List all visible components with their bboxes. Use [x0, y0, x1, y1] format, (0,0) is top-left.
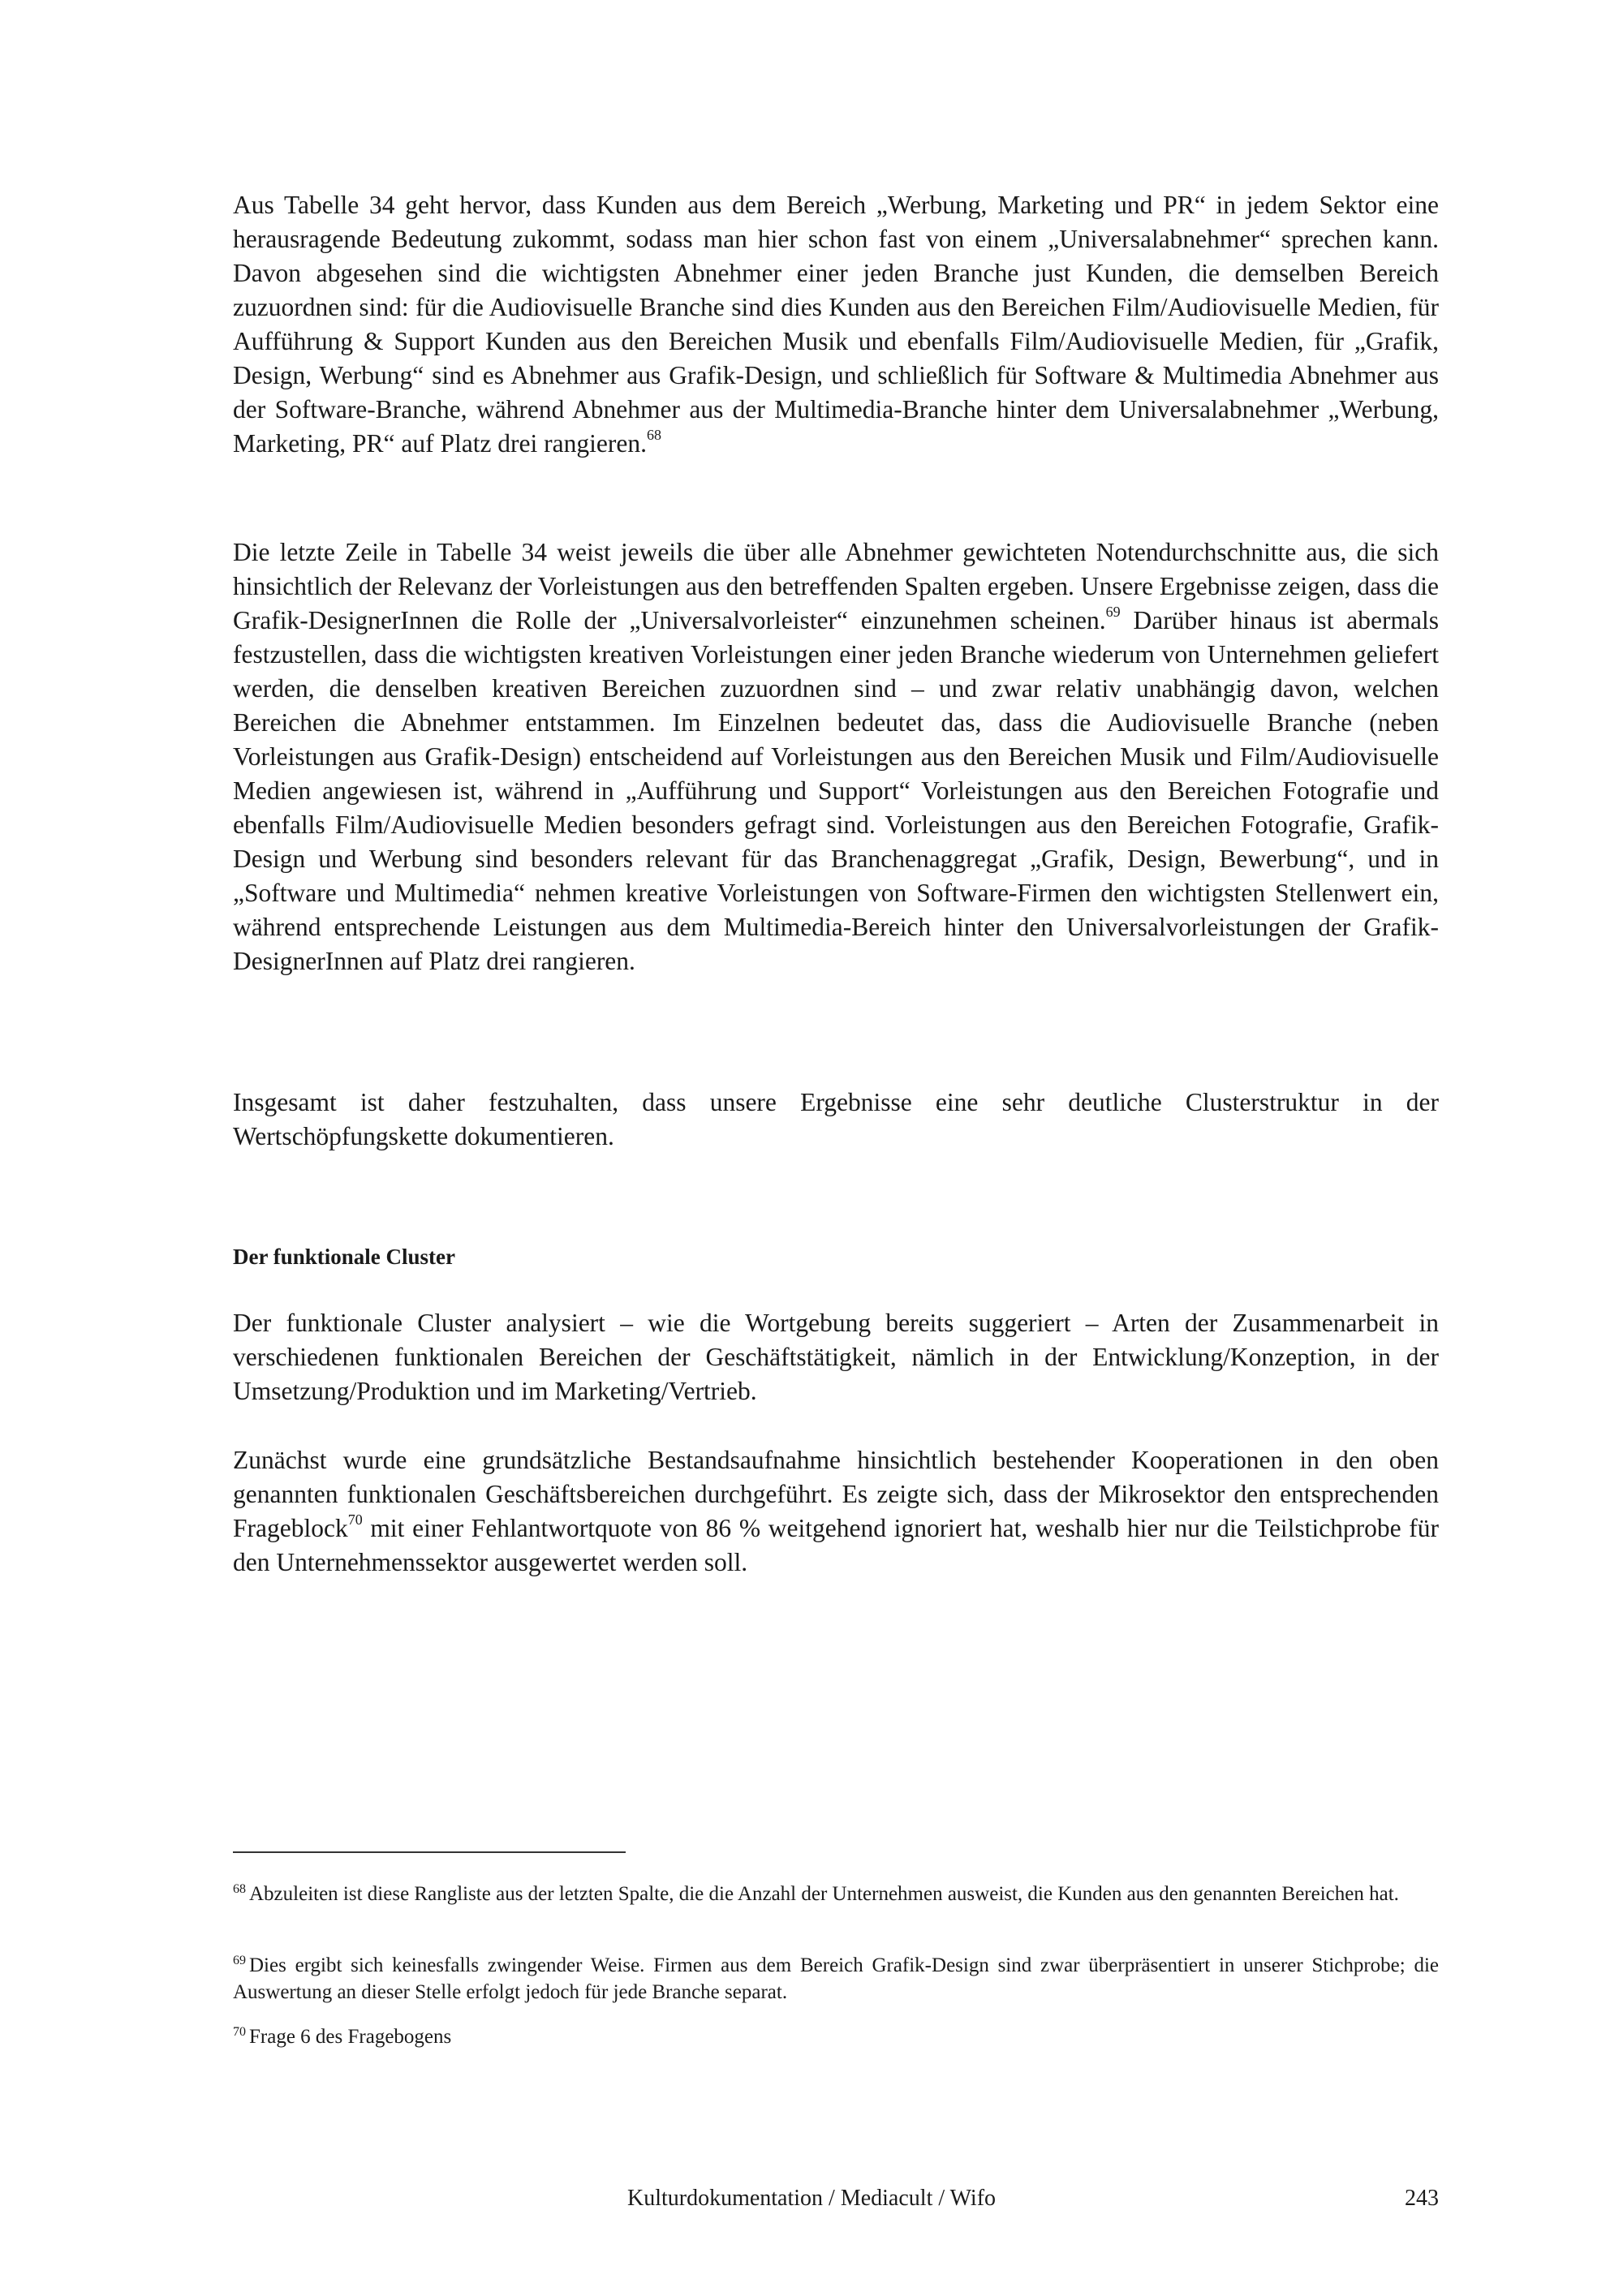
paragraph-1-text: Aus Tabelle 34 geht hervor, dass Kunden aus dem Bereich „Werbung, Marketing und PR“ in jedem Sektor eine herausragende Bedeutung zukommt, sodass man hier schon fast von einem „Universalabnehmer“ sprechen kann. Davon abgesehen sind die wichtigsten Abnehmer einer jeden Branche just Kunden, die demselben Bereich zuzuordnen sind: für die Audiovisuelle Branche sind dies Kunden aus den Bereichen Film/Audiovisuelle Medien, für Aufführung & Support Kunden aus den Bereichen Musik und ebenfalls Film/Audiovisuelle Medien, für „Grafik, Design, Werbung“ sind es Abnehmer aus Grafik-Design, und schließlich für Software & Multimedia Abnehmer aus der Software-Branche, während Abnehmer aus der Multimedia-Branche hinter dem Universalabnehmer „Werbung, Marketing, PR“ auf Platz drei rangieren. — [233, 191, 1439, 458]
paragraph-5 — [233, 1443, 1439, 1580]
footnote-70-text: Frage 6 des Fragebogens — [249, 2026, 452, 2048]
footnote-69-number: 69 — [233, 1953, 246, 1967]
paragraph-2 — [233, 535, 1439, 978]
paragraph-3: Insgesamt ist daher festzuhalten, dass unsere Ergebnisse eine sehr deutliche Clusterstruktur in der Wertschöpfungskette dokumentieren. — [233, 1088, 1439, 1150]
section-heading: Der funktionale Cluster — [233, 1245, 455, 1269]
footnote-70-number: 70 — [233, 2024, 246, 2039]
paragraph-5-text-a: Zunächst wurde eine grundsätzliche Bestandsaufnahme hinsichtlich bestehender Kooperationen in den oben genannten funktionalen Geschäftsbereichen durchgeführt. Es zeigte sich, dass der Mikrosektor den entsprechenden Frageblock — [233, 1446, 1439, 1542]
footnote-ref-70[interactable]: 70 — [347, 1511, 363, 1528]
footnote-ref-69[interactable]: 69 — [1105, 603, 1121, 620]
footnote-70 — [233, 2023, 1439, 2050]
footnote-69-text: Dies ergibt sich keinesfalls zwingender Weise. Firmen aus dem Bereich Grafik-Design sind zwar überpräsentiert in unserer Stichprobe; die Auswertung an dieser Stelle erfolgt jedoch für jede Branche separat. — [233, 1954, 1439, 2003]
page-footer-source: Kulturdokumentation / Mediacult / Wifo — [626, 2186, 997, 2211]
page-number: 243 — [1405, 2186, 1439, 2211]
paragraph-2-text-b: Darüber hinaus ist abermals festzustellen, dass die wichtigsten kreativen Vorleistungen einer jeden Branche wiederum von Unternehmen geliefert werden, die denselben kreativen Bereichen zuzuordnen sind – und zwar relativ unabhängig davon, welchen Bereichen die Abnehmer entstammen. Im Einzelnen bedeutet das, dass die Audiovisuelle Branche (neben Vorleistungen aus Grafik-Design) entscheidend auf Vorleistungen aus den Bereichen Musik und Film/Audiovisuelle Medien angewiesen ist, während in „Aufführung und Support“ Vorleistungen aus den Bereichen Fotografie und ebenfalls Film/Audiovisuelle Medien besonders gefragt sind. Vorleistungen aus den Bereichen Fotografie, Grafik-Design und Werbung sind besonders relevant für das Branchenaggregat „Grafik, Design, Bewerbung“, und in „Software und Multimedia“ nehmen kreative Vorleistungen von Software-Firmen den wichtigsten Stellenwert ein, während entsprechende Leistungen aus dem Multimedia-Bereich hinter den Universalvorleistungen der Grafik-DesignerInnen auf Platz drei rangieren. — [233, 606, 1440, 975]
paragraph-5-text-b: mit einer Fehlantwortquote von 86 % weitgehend ignoriert hat, weshalb hier nur die Teilstichprobe für den Unternehmenssektor ausgewertet werden soll. — [233, 1514, 1439, 1576]
footnote-68-text: Abzuleiten ist diese Rangliste aus der letzten Spalte, die die Anzahl der Unternehmen ausweist, die Kunden aus den genannten Bereichen hat. — [249, 1883, 1399, 1905]
footnote-divider — [233, 1851, 626, 1853]
paragraph-4: Der funktionale Cluster analysiert – wie die Wortgebung bereits suggeriert – Arten der Zusammenarbeit in verschiedenen funktionalen Bereichen der Geschäftstätigkeit, nämlich in der Entwicklung/Konzeption, in der Umsetzung/Produktion und im Marketing/Vertrieb. — [233, 1309, 1439, 1405]
footnote-68 — [233, 1881, 1439, 1907]
footnote-69 — [233, 1952, 1439, 2006]
footnote-68-number: 68 — [233, 1881, 246, 1896]
paragraph-1 — [233, 188, 1439, 461]
footnote-ref-68[interactable]: 68 — [646, 426, 661, 443]
paragraph-2-text-a: Die letzte Zeile in Tabelle 34 weist jeweils die über alle Abnehmer gewichteten Notendurchschnitte aus, die sich hinsichtlich der Relevanz der Vorleistungen aus den betreffenden Spalten ergeben. Unsere Ergebnisse zeigen, dass die Grafik-DesignerInnen die Rolle der „Universalvorleister“ einzunehmen scheinen. — [233, 538, 1439, 634]
